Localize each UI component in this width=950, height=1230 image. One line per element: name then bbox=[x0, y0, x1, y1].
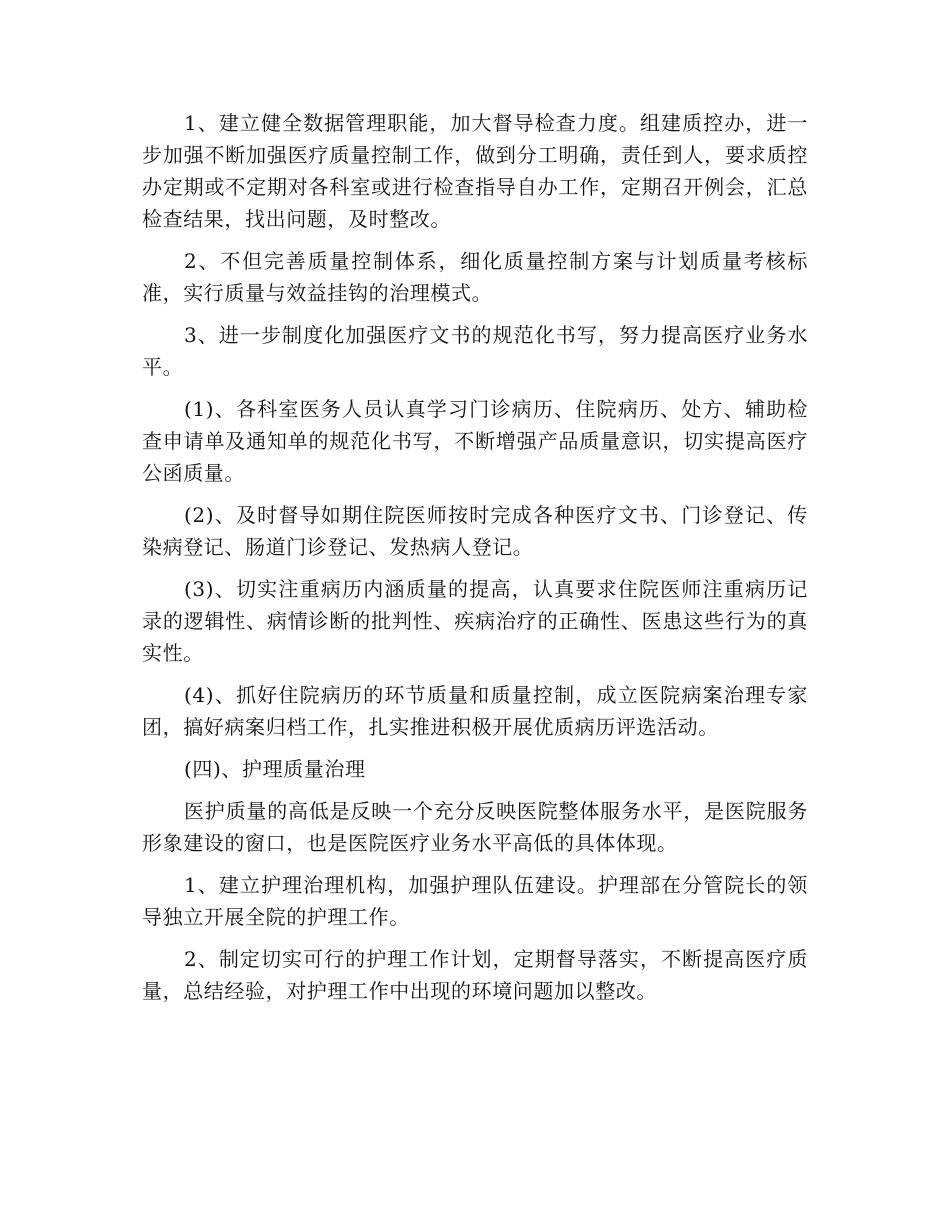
paragraph-6: (3)、切实注重病历内涵质量的提高，认真要求住院医师注重病历记录的逻辑性、病情诊断的批判性、疾病治疗的正确性、医患这些行为的真实性。 bbox=[142, 577, 808, 665]
paragraph-9: 1、建立护理治理机构，加强护理队伍建设。护理部在分管院长的领导独立开展全院的护理工作。 bbox=[142, 873, 808, 929]
paragraph-10: 2、制定切实可行的护理工作计划，定期督导落实，不断提高医疗质量，总结经验，对护理工作中出现的环境问题加以整改。 bbox=[142, 947, 808, 1003]
paragraph-7: (4)、抓好住院病历的环节质量和质量控制，成立医院病案治理专家团，搞好病案归档工作，扎实推进积极开展优质病历评选活动。 bbox=[142, 683, 808, 739]
paragraph-4: (1)、各科室医务人员认真学习门诊病历、住院病历、处方、辅助检查申请单及通知单的规范化书写，不断增强产品质量意识，切实提高医疗公函质量。 bbox=[142, 397, 808, 485]
paragraph-8: 医护质量的高低是反映一个充分反映医院整体服务水平，是医院服务形象建设的窗口，也是医院医疗业务水平高低的具体体现。 bbox=[142, 799, 808, 855]
paragraph-1: 1、建立健全数据管理职能，加大督导检查力度。组建质控办，进一步加强不断加强医疗质量控制工作，做到分工明确，责任到人，要求质控办定期或不定期对各科室或进行检查指导自办工作，定期召开例会，汇总检查结果，找出问题，及时整改。 bbox=[142, 111, 808, 231]
paragraph-5: (2)、及时督导如期住院医师按时完成各种医疗文书、门诊登记、传染病登记、肠道门诊登记、发热病人登记。 bbox=[142, 503, 808, 559]
paragraph-2: 2、不但完善质量控制体系，细化质量控制方案与计划质量考核标准，实行质量与效益挂钩的治理模式。 bbox=[142, 249, 808, 305]
document-body bbox=[142, 107, 808, 1017]
paragraph-3: 3、进一步制度化加强医疗文书的规范化书写，努力提高医疗业务水平。 bbox=[142, 323, 808, 379]
section-heading: (四)、护理质量治理 bbox=[184, 757, 366, 781]
